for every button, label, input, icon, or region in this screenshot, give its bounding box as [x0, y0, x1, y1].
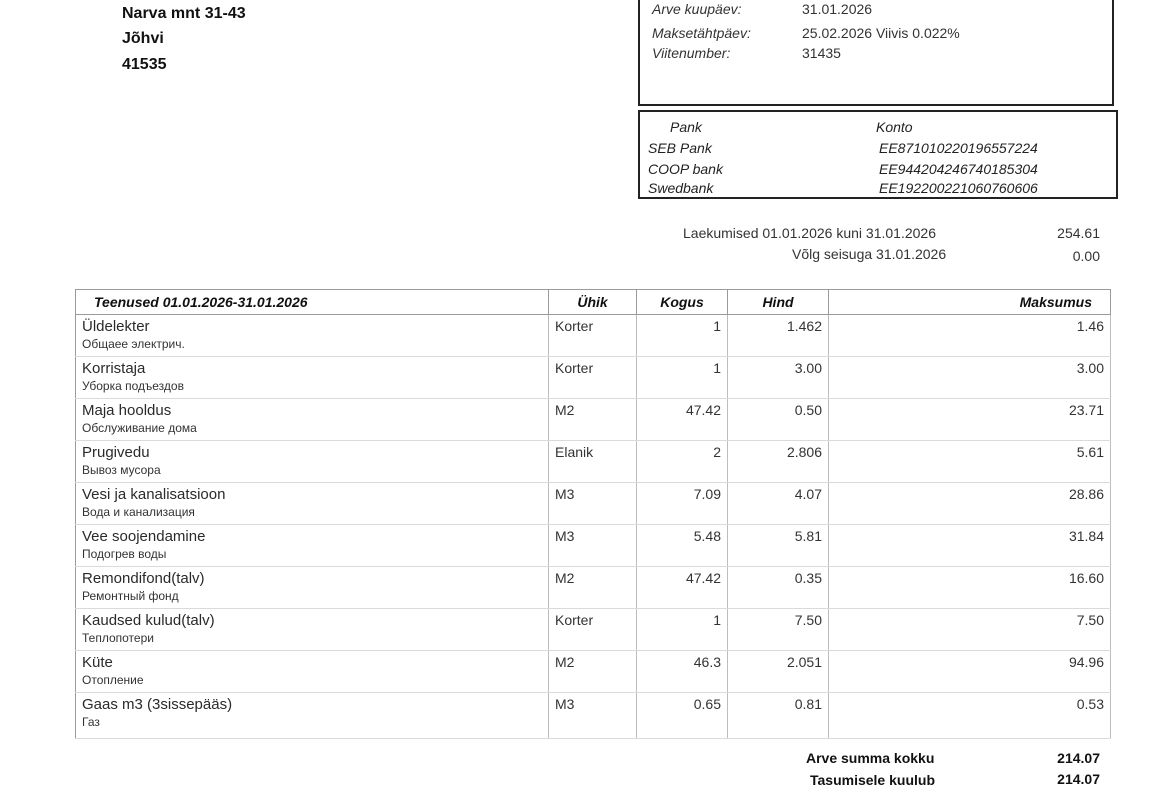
service-name-ru: Газ [82, 715, 100, 729]
table-row [76, 357, 1111, 399]
service-name-ru: Общаее электрич. [82, 337, 185, 351]
service-name-ru: Уборка подъездов [82, 379, 184, 393]
price-cell: 3.00 [728, 357, 829, 399]
bank-account: EE871010220196557224 [879, 140, 1038, 156]
service-name: Üldelekter [82, 318, 150, 335]
reference-label: Viitenumber: [652, 45, 731, 61]
due-date-label: Maksetähtpäev: [652, 25, 751, 41]
column-header-amount: Maksumus [829, 290, 1111, 315]
service-name-ru: Теплопотери [82, 631, 154, 645]
address-postcode: 41535 [122, 56, 167, 73]
price-cell: 0.50 [728, 399, 829, 441]
service-cell [76, 315, 549, 357]
unit-cell: Korter [549, 357, 637, 399]
service-cell [76, 441, 549, 483]
unit-cell: Korter [549, 609, 637, 651]
due-date-value: 25.02.2026 Viivis 0.022% [802, 25, 960, 41]
service-cell [76, 651, 549, 693]
service-name-ru: Вывоз мусора [82, 463, 161, 477]
debt-value: 0.00 [1072, 248, 1100, 264]
table-row [76, 399, 1111, 441]
unit-cell: Korter [549, 315, 637, 357]
service-name: Vesi ja kanalisatsioon [82, 486, 226, 503]
service-name: Küte [82, 654, 113, 671]
payments-value: 254.61 [1057, 225, 1100, 241]
table-row [76, 483, 1111, 525]
unit-cell: M2 [549, 651, 637, 693]
amount-cell: 1.46 [829, 315, 1111, 357]
quantity-cell: 1 [637, 357, 728, 399]
service-name-ru: Отопление [82, 673, 144, 687]
quantity-cell: 1 [637, 315, 728, 357]
quantity-cell: 46.3 [637, 651, 728, 693]
amount-cell: 5.61 [829, 441, 1111, 483]
bank-name: SEB Pank [648, 140, 712, 156]
service-cell [76, 525, 549, 567]
bank-name: Swedbank [648, 180, 714, 196]
amount-cell: 0.53 [829, 693, 1111, 739]
bank-name: COOP bank [648, 161, 723, 177]
price-cell: 5.81 [728, 525, 829, 567]
amount-cell: 7.50 [829, 609, 1111, 651]
service-name: Prugivedu [82, 444, 150, 461]
payments-label: Laekumised 01.01.2026 kuni 31.01.2026 [683, 225, 936, 241]
reference-value: 31435 [802, 45, 841, 61]
amount-cell: 94.96 [829, 651, 1111, 693]
invoice-date-label: Arve kuupäev: [652, 1, 742, 17]
bank-header: Pank [670, 119, 702, 135]
service-cell [76, 399, 549, 441]
service-name: Kaudsed kulud(talv) [82, 612, 215, 629]
table-row [76, 441, 1111, 483]
service-cell [76, 567, 549, 609]
price-cell: 7.50 [728, 609, 829, 651]
amount-cell: 23.71 [829, 399, 1111, 441]
account-header: Konto [876, 119, 913, 135]
unit-cell: M3 [549, 483, 637, 525]
table-row [76, 567, 1111, 609]
table-row [76, 651, 1111, 693]
bank-account: EE192200221060760606 [879, 180, 1038, 196]
service-name-ru: Обслуживание дома [82, 421, 197, 435]
price-cell: 2.806 [728, 441, 829, 483]
service-name-ru: Ремонтный фонд [82, 589, 179, 603]
service-name-ru: Подогрев воды [82, 547, 167, 561]
service-name: Gaas m3 (3sissepääs) [82, 696, 233, 713]
amount-cell: 3.00 [829, 357, 1111, 399]
bank-account: EE944204246740185304 [879, 161, 1038, 177]
services-table [75, 289, 1111, 739]
payable-label: Tasumisele kuulub [810, 772, 935, 788]
service-name: Vee soojendamine [82, 528, 206, 545]
unit-cell: M3 [549, 693, 637, 739]
unit-cell: Elanik [549, 441, 637, 483]
quantity-cell: 47.42 [637, 567, 728, 609]
unit-cell: M3 [549, 525, 637, 567]
address-city: Jõhvi [122, 30, 164, 47]
column-header-quantity: Kogus [637, 290, 728, 315]
price-cell: 1.462 [728, 315, 829, 357]
price-cell: 0.81 [728, 693, 829, 739]
unit-cell: M2 [549, 567, 637, 609]
service-name: Maja hooldus [82, 402, 172, 419]
price-cell: 0.35 [728, 567, 829, 609]
amount-cell: 31.84 [829, 525, 1111, 567]
service-cell [76, 609, 549, 651]
table-header-row [76, 290, 1111, 315]
service-name: Korristaja [82, 360, 146, 377]
service-cell [76, 483, 549, 525]
invoice-total-label: Arve summa kokku [806, 750, 935, 766]
amount-cell: 16.60 [829, 567, 1111, 609]
debt-label: Võlg seisuga 31.01.2026 [792, 246, 947, 262]
price-cell: 4.07 [728, 483, 829, 525]
quantity-cell: 7.09 [637, 483, 728, 525]
table-row [76, 525, 1111, 567]
service-cell [76, 693, 549, 739]
table-row [76, 693, 1111, 739]
amount-cell: 28.86 [829, 483, 1111, 525]
column-header-unit: Ühik [549, 290, 637, 315]
invoice-date-value: 31.01.2026 [802, 1, 873, 17]
payable-value: 214.07 [1057, 771, 1100, 787]
service-cell [76, 357, 549, 399]
quantity-cell: 2 [637, 441, 728, 483]
quantity-cell: 0.65 [637, 693, 728, 739]
invoice-total-value: 214.07 [1057, 750, 1100, 766]
quantity-cell: 47.42 [637, 399, 728, 441]
unit-cell: M2 [549, 399, 637, 441]
table-row [76, 609, 1111, 651]
service-name-ru: Вода и канализация [82, 505, 195, 519]
column-header-service: Teenused 01.01.2026-31.01.2026 [76, 290, 549, 315]
price-cell: 2.051 [728, 651, 829, 693]
service-name: Remondifond(talv) [82, 570, 205, 587]
column-header-price: Hind [728, 290, 829, 315]
table-row [76, 315, 1111, 357]
quantity-cell: 1 [637, 609, 728, 651]
quantity-cell: 5.48 [637, 525, 728, 567]
address-street: Narva mnt 31-43 [122, 5, 246, 22]
